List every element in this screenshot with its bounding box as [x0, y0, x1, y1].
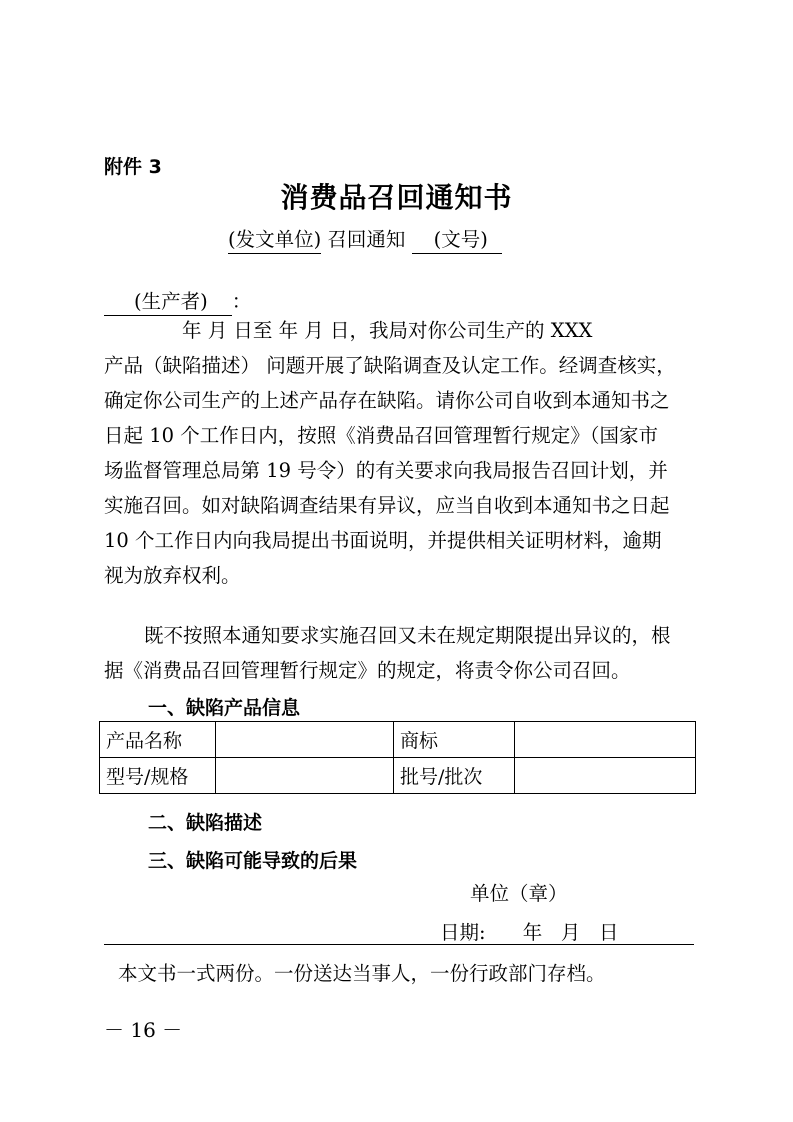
- signature-unit: 单位（章）: [470, 882, 568, 905]
- table-cell-value: [216, 722, 394, 758]
- paragraph-line: 既不按照本通知要求实施召回又未在规定期限提出异议的，根: [144, 624, 671, 647]
- table-cell-label: 产品名称: [100, 722, 216, 758]
- doc-number-field: (文号): [412, 224, 502, 254]
- paragraph-line: 年 月 日至 年 月 日，我局对你公司生产的 XXX: [182, 319, 593, 342]
- paragraph-line: 视为放弃权利。: [104, 564, 241, 587]
- subtitle-middle: 召回通知: [327, 228, 406, 251]
- section-title-product-info: 一、缺陷产品信息: [148, 697, 301, 719]
- attachment-label: 附件 3: [104, 156, 162, 178]
- table-row: [100, 722, 696, 758]
- page-number: － 16 －: [104, 1018, 183, 1042]
- paragraph-line: 日起 10 个工作日内，按照《消费品召回管理暂行规定》（国家市: [104, 424, 658, 447]
- table-cell-label: 型号/规格: [100, 758, 216, 794]
- paragraph-line: 10 个工作日内向我局提出书面说明，并提供相关证明材料，逾期: [104, 529, 662, 552]
- paragraph-line: 实施召回。如对缺陷调查结果有异议，应当自收到本通知书之日起: [104, 494, 670, 517]
- document-title: 消费品召回通知书: [280, 181, 513, 214]
- table-cell-label: 批号/批次: [394, 758, 515, 794]
- paragraph-line: 据《消费品召回管理暂行规定》的规定，将责令你公司召回。: [104, 659, 631, 682]
- signature-date: 日期: 年 月 日: [440, 921, 619, 944]
- document-subtitle: [228, 224, 502, 254]
- table-cell-value: [515, 758, 696, 794]
- section-title-consequences: 三、缺陷可能导致的后果: [148, 850, 358, 872]
- product-info-table: [99, 721, 696, 794]
- paragraph-consequence: [104, 618, 690, 688]
- table-cell-value: [216, 758, 394, 794]
- addressee-colon: ：: [231, 290, 252, 313]
- issuer-field: (发文单位): [228, 224, 321, 254]
- paragraph-line: 场监督管理总局第 19 号令）的有关要求向我局报告召回计划，并: [104, 459, 668, 482]
- paragraph-notice: [104, 313, 690, 593]
- table-row: [100, 758, 696, 794]
- table-cell-value: [515, 722, 696, 758]
- copies-note: 本文书一式两份。一份送达当事人，一份行政部门存档。: [118, 962, 606, 985]
- paragraph-line: 产品（缺陷描述） 问题开展了缺陷调查及认定工作。经调查核实，: [104, 354, 676, 377]
- producer-field: (生产者): [104, 286, 232, 316]
- addressee-line: [104, 286, 251, 316]
- paragraph-line: 确定你公司生产的上述产品存在缺陷。请你公司自收到本通知书之: [104, 389, 670, 412]
- divider: [104, 944, 694, 945]
- section-title-defect-description: 二、缺陷描述: [148, 812, 263, 834]
- table-cell-label: 商标: [394, 722, 515, 758]
